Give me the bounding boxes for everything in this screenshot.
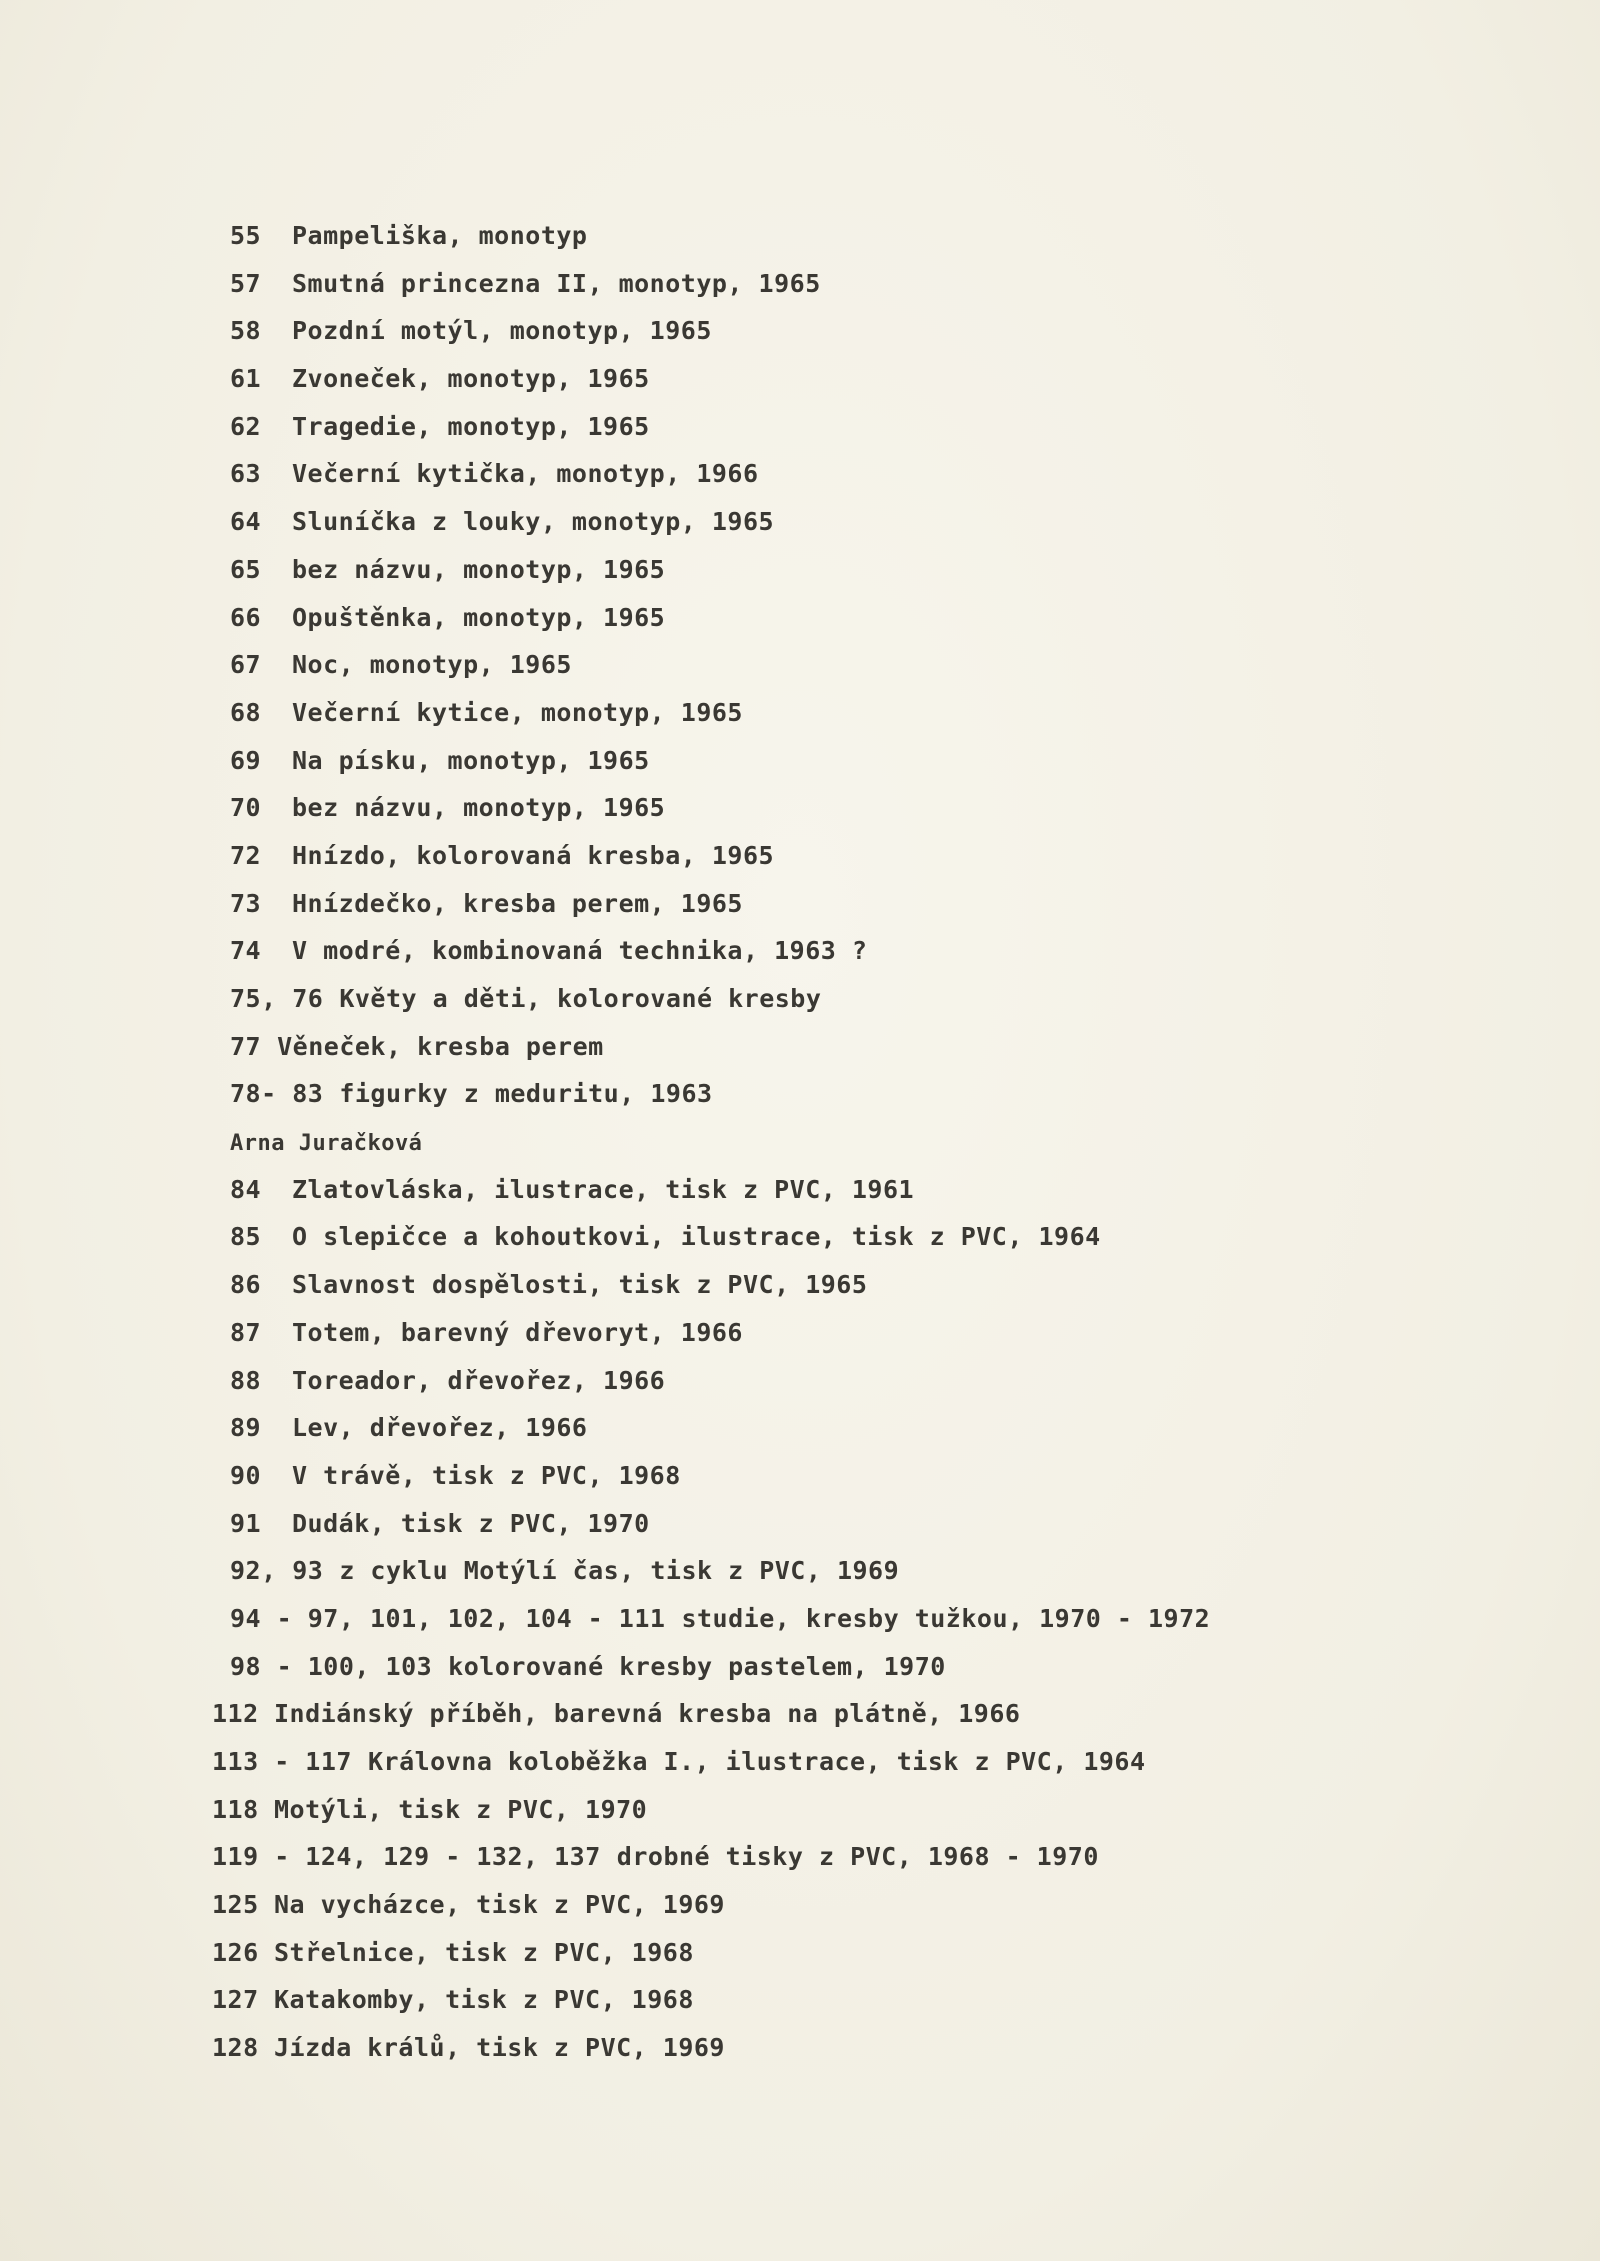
catalogue-entry <box>212 1929 1192 1977</box>
catalogue-entry <box>212 1786 1192 1834</box>
entry-number: 68 <box>230 697 262 727</box>
entry-number: 84 <box>230 1174 262 1204</box>
catalogue-entry <box>230 594 1210 642</box>
catalogue-entry <box>212 1881 1192 1929</box>
entry-title: Večerní kytice, monotyp, 1965 <box>292 697 743 727</box>
entry-title: Totem, barevný dřevoryt, 1966 <box>292 1317 743 1347</box>
entry-number: 125 <box>212 1890 259 1920</box>
entry-title: Na písku, monotyp, 1965 <box>292 745 650 775</box>
entry-title: Věneček, kresba perem <box>277 1031 604 1061</box>
entry-number: 69 <box>230 745 262 775</box>
entry-number: 72 <box>230 840 262 870</box>
catalogue-entry <box>230 1261 1210 1309</box>
catalogue-entry <box>230 1309 1210 1357</box>
entry-number: 78- 83 <box>230 1079 324 1109</box>
entry-title: Sluníčka z louky, monotyp, 1965 <box>292 507 775 537</box>
catalogue-entry <box>230 689 1210 737</box>
entry-number: 73 <box>230 888 262 918</box>
entry-title: Indiánský příběh, barevná kresba na plátně, 1966 <box>274 1699 1021 1729</box>
entry-title: Zvoneček, monotyp, 1965 <box>292 364 650 394</box>
entry-title: Slavnost dospělosti, tisk z PVC, 1965 <box>292 1270 868 1300</box>
entry-title: Jízda králů, tisk z PVC, 1969 <box>274 2033 725 2063</box>
entry-number: 77 <box>230 1031 262 1061</box>
entry-title: Zlatovláska, ilustrace, tisk z PVC, 1961 <box>292 1174 915 1204</box>
catalogue-entry <box>230 403 1210 451</box>
author-name: Arna Juračková <box>230 1131 423 1157</box>
entry-title: V trávě, tisk z PVC, 1968 <box>292 1460 681 1490</box>
catalogue-entry <box>230 450 1210 498</box>
entry-title: Tragedie, monotyp, 1965 <box>292 411 650 441</box>
entry-number: 91 <box>230 1508 262 1538</box>
catalogue-entry <box>212 2024 1192 2072</box>
catalogue-list <box>212 212 1211 2072</box>
entry-title: O slepičce a kohoutkovi, ilustrace, tisk z PVC, 1964 <box>292 1222 1101 1252</box>
entry-number: 58 <box>230 316 262 346</box>
entry-number: 63 <box>230 459 262 489</box>
catalogue-entry <box>230 1547 1210 1595</box>
entry-title: Smutná princezna II, monotyp, 1965 <box>292 268 821 298</box>
entry-number: 61 <box>230 364 262 394</box>
catalogue-entry <box>230 1404 1210 1452</box>
catalogue-entry <box>230 784 1210 832</box>
catalogue-entry <box>212 1976 1192 2024</box>
entry-number: 98 - 100, 103 <box>230 1651 433 1681</box>
entry-title: Motýli, tisk z PVC, 1970 <box>274 1794 648 1824</box>
entry-title: studie, kresby tužkou, 1970 - 1972 <box>681 1603 1211 1633</box>
catalogue-entry <box>230 737 1210 785</box>
section-author-heading <box>230 1118 1210 1166</box>
catalogue-entry <box>230 1070 1210 1118</box>
entry-number: 128 <box>212 2033 259 2063</box>
entry-title: Noc, monotyp, 1965 <box>292 650 572 680</box>
entry-title: bez názvu, monotyp, 1965 <box>292 793 666 823</box>
entry-number: 87 <box>230 1317 262 1347</box>
catalogue-entry <box>230 1023 1210 1071</box>
entry-title: drobné tisky z PVC, 1968 - 1970 <box>616 1842 1099 1872</box>
catalogue-entry <box>212 1690 1192 1738</box>
catalogue-entry <box>230 1166 1210 1214</box>
entry-number: 85 <box>230 1222 262 1252</box>
catalogue-entry <box>230 1452 1210 1500</box>
entry-number: 90 <box>230 1460 262 1490</box>
entry-title: Toreador, dřevořez, 1966 <box>292 1365 666 1395</box>
entry-title: Střelnice, tisk z PVC, 1968 <box>274 1937 694 1967</box>
entry-number: 92, 93 <box>230 1556 324 1586</box>
entry-title: V modré, kombinovaná technika, 1963 ? <box>292 936 868 966</box>
entry-title: z cyklu Motýlí čas, tisk z PVC, 1969 <box>339 1556 900 1586</box>
entry-title: figurky z meduritu, 1963 <box>339 1079 713 1109</box>
entry-title: Dudák, tisk z PVC, 1970 <box>292 1508 650 1538</box>
catalogue-entry <box>230 832 1210 880</box>
catalogue-entry <box>230 355 1210 403</box>
catalogue-entry <box>230 1213 1210 1261</box>
entry-number: 55 <box>230 221 262 250</box>
entry-number: 57 <box>230 268 262 298</box>
catalogue-entry <box>230 975 1210 1023</box>
entry-number: 94 - 97, 101, 102, 104 - 111 <box>230 1603 666 1633</box>
entry-number: 89 <box>230 1413 262 1443</box>
catalogue-entry <box>212 1738 1192 1786</box>
entry-title: Opuštěnka, monotyp, 1965 <box>292 602 666 632</box>
entry-number: 88 <box>230 1365 262 1395</box>
catalogue-entry <box>230 641 1210 689</box>
entry-number: 127 <box>212 1985 259 2015</box>
catalogue-entry <box>230 1595 1210 1643</box>
entry-number: 62 <box>230 411 262 441</box>
entry-title: kolorované kresby pastelem, 1970 <box>448 1651 946 1681</box>
entry-number: 75, 76 <box>230 984 324 1013</box>
entry-number: 126 <box>212 1937 259 1967</box>
entry-title: Večerní kytička, monotyp, 1966 <box>292 459 759 489</box>
catalogue-entry <box>230 1500 1210 1548</box>
entry-title: Královna koloběžka I., ilustrace, tisk z PVC, 1964 <box>367 1747 1146 1776</box>
entry-title: Hnízdo, kolorovaná kresba, 1965 <box>292 840 775 870</box>
entry-number: 66 <box>230 602 262 632</box>
entry-number: 118 <box>212 1794 259 1824</box>
entry-title: Na vycházce, tisk z PVC, 1969 <box>274 1890 725 1920</box>
catalogue-entry <box>230 1643 1210 1691</box>
entry-title: Hnízdečko, kresba perem, 1965 <box>292 888 743 918</box>
catalogue-entry <box>230 498 1210 546</box>
entry-number: 70 <box>230 793 262 823</box>
entry-number: 64 <box>230 507 262 537</box>
entry-number: 65 <box>230 554 262 584</box>
entry-title: Lev, dřevořez, 1966 <box>292 1413 588 1443</box>
catalogue-entry <box>230 307 1210 355</box>
entry-number: 86 <box>230 1270 262 1300</box>
entry-number: 113 - 117 <box>212 1747 352 1776</box>
catalogue-entry <box>230 1357 1210 1405</box>
entry-title: Květy a děti, kolorované kresby <box>339 984 822 1013</box>
entry-number: 119 - 124, 129 - 132, 137 <box>212 1842 601 1872</box>
entry-title: Pampeliška, monotyp <box>292 221 588 250</box>
catalogue-entry <box>230 260 1210 308</box>
catalogue-entry <box>230 546 1210 594</box>
catalogue-entry <box>230 927 1210 975</box>
entry-title: Katakomby, tisk z PVC, 1968 <box>274 1985 694 2015</box>
entry-number: 67 <box>230 650 262 680</box>
entry-number: 74 <box>230 936 262 966</box>
entry-title: bez názvu, monotyp, 1965 <box>292 554 666 584</box>
entry-number: 112 <box>212 1699 259 1729</box>
catalogue-entry <box>230 880 1210 928</box>
catalogue-entry <box>212 1833 1192 1881</box>
catalogue-entry <box>230 212 1210 260</box>
entry-title: Pozdní motýl, monotyp, 1965 <box>292 316 712 346</box>
